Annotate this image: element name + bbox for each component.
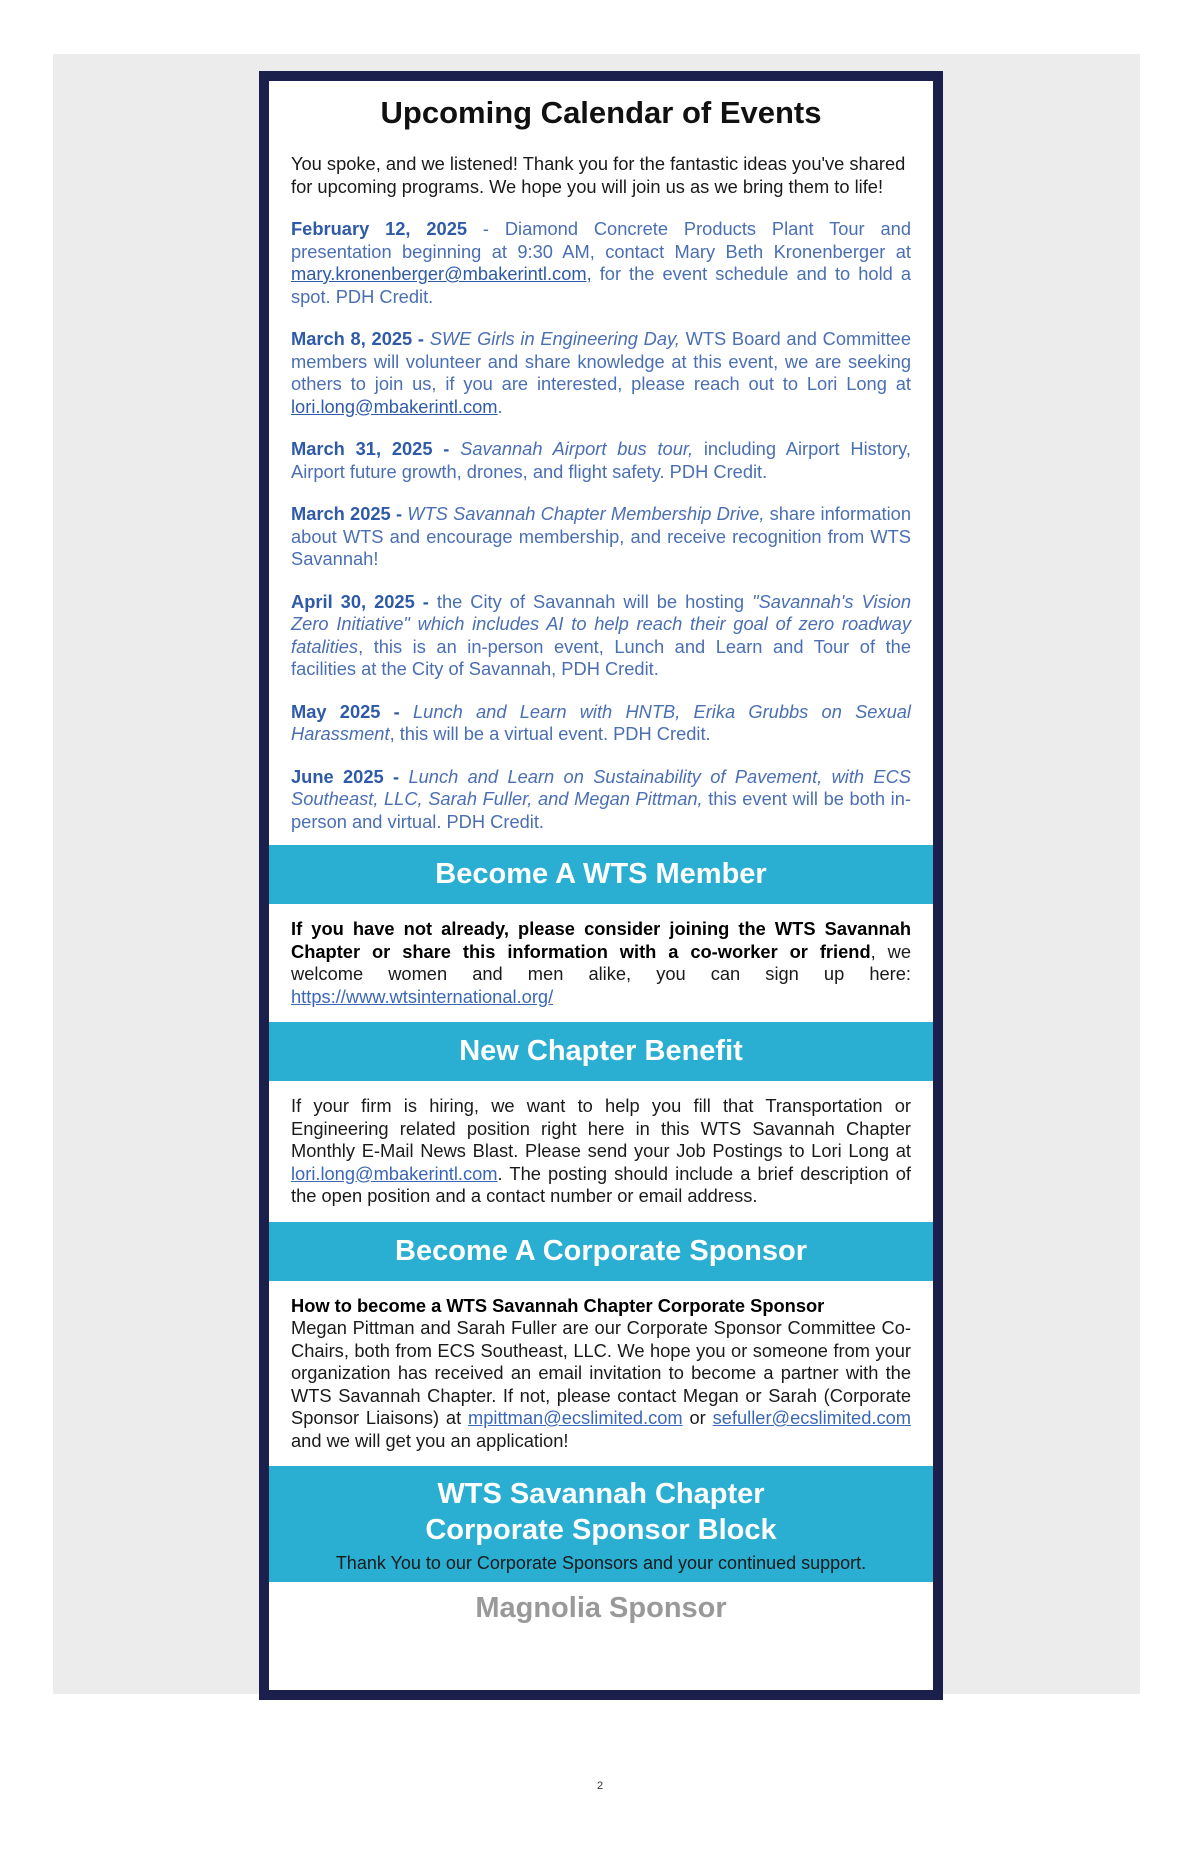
event-item: March 2025 - WTS Savannah Chapter Membership Drive, share information about WTS and encourage membership, and receive recognition from WTS Savannah!: [291, 503, 911, 569]
sponsor-text: How to become a WTS Savannah Chapter Corporate Sponsor Megan Pittman and Sarah Fuller are our Corporate Sponsor Committee Co-Chairs, both from ECS Southeast, LLC. We hope you or someone from your organization has received an email invitation to become a partner with the WTS Savannah Chapter. If not, please contact Megan or Sarah (Corporate Sponsor Liaisons) at mpittman@ecslimited.com or sefuller@ecslimited.com and we will get you an application!: [291, 1294, 911, 1451]
event-date: February 12, 2025: [291, 218, 468, 239]
calendar-intro: You spoke, and we listened! Thank you for the fantastic ideas you've shared for upcoming programs. We hope you will join us as we bring them to life!: [291, 153, 906, 197]
sponsor-block-banner: [269, 1466, 933, 1582]
wts-website-link[interactable]: https://www.wtsinternational.org/: [291, 985, 554, 1007]
sponsor-block-title: Corporate Sponsor Block: [425, 1514, 777, 1546]
event-date: March 8, 2025: [291, 328, 413, 349]
event-date: April 30, 2025: [291, 590, 415, 612]
sponsor-subheading: How to become a WTS Savannah Chapter Corporate Sponsor: [291, 1294, 825, 1316]
email-link[interactable]: mpittman@ecslimited.com: [468, 1407, 683, 1428]
event-date: June 2025: [291, 765, 384, 787]
event-item: March 31, 2025 - Savannah Airport bus tour, including Airport History, Airport future growth, drones, and flight safety. PDH Credit.: [291, 438, 911, 482]
calendar-title: Upcoming Calendar of Events: [380, 95, 822, 130]
event-date: March 31, 2025: [291, 438, 433, 459]
event-date: May 2025: [291, 700, 381, 722]
email-link[interactable]: lori.long@mbakerintl.com: [291, 395, 498, 417]
event-item: March 8, 2025 - SWE Girls in Engineering Day, WTS Board and Committee members will volunteer and share knowledge at this event, we are seeking others to join us, if you are interested, please reach out to Lori Long at lori.long@mbakerintl.com.: [291, 328, 912, 417]
event-item: April 30, 2025 - the City of Savannah will be hosting "Savannah's Vision Zero Initiative" which includes AI to help reach their goal of zero roadway fatalities, this is an in-person event, Lunch and Learn and Tour of the facilities at the City of Savannah, PDH Credit.: [291, 590, 912, 679]
calendar-section: [269, 81, 933, 833]
event-date: March 2025: [291, 503, 391, 524]
member-banner: Become A WTS Member: [269, 845, 933, 904]
benefit-banner: New Chapter Benefit: [269, 1022, 933, 1081]
sponsor-block-subtitle: Thank You to our Corporate Sponsors and your continued support.: [335, 1553, 867, 1573]
page-number: 2: [596, 1780, 604, 1792]
event-item: June 2025 - Lunch and Learn on Sustainability of Pavement, with ECS Southeast, LLC, Sarah Fuller, and Megan Pittman, this event will be both in-person and virtual. PDH Credit.: [291, 765, 912, 832]
member-text: If you have not already, please consider joining the WTS Savannah Chapter or share this information with a co-worker or friend, we welcome women and men alike, you can sign up here: https://www.wtsinternational.org/: [291, 918, 911, 1007]
benefit-text: If your firm is hiring, we want to help you fill that Transportation or Engineering related position right here in this WTS Savannah Chapter Monthly E-Mail News Blast. Please send your Job Postings to Lori Long at lori.long@mbakerintl.com. The posting should include a brief description of the open position and a contact number or email address.: [291, 1095, 911, 1206]
sponsor-block-title: WTS Savannah Chapter: [437, 1478, 765, 1510]
sponsor-banner: Become A Corporate Sponsor: [269, 1222, 933, 1281]
event-item: February 12, 2025 - Diamond Concrete Products Plant Tour and presentation beginning at 9:30 AM, contact Mary Beth Kronenberger at mary.kronenberger@mbakerintl.com, for the event schedule and to hold a spot. PDH Credit.: [291, 218, 912, 307]
sponsor-tier-heading: Magnolia Sponsor: [475, 1592, 727, 1624]
newsletter-frame: [259, 71, 943, 1700]
event-item: May 2025 - Lunch and Learn with HNTB, Erika Grubbs on Sexual Harassment, this will be a virtual event. PDH Credit.: [291, 700, 911, 744]
email-link[interactable]: sefuller@ecslimited.com: [712, 1407, 911, 1428]
email-link[interactable]: mary.kronenberger@mbakerintl.com,: [291, 263, 592, 284]
email-link[interactable]: lori.long@mbakerintl.com: [291, 1162, 498, 1184]
newsletter-content: [269, 81, 933, 1690]
